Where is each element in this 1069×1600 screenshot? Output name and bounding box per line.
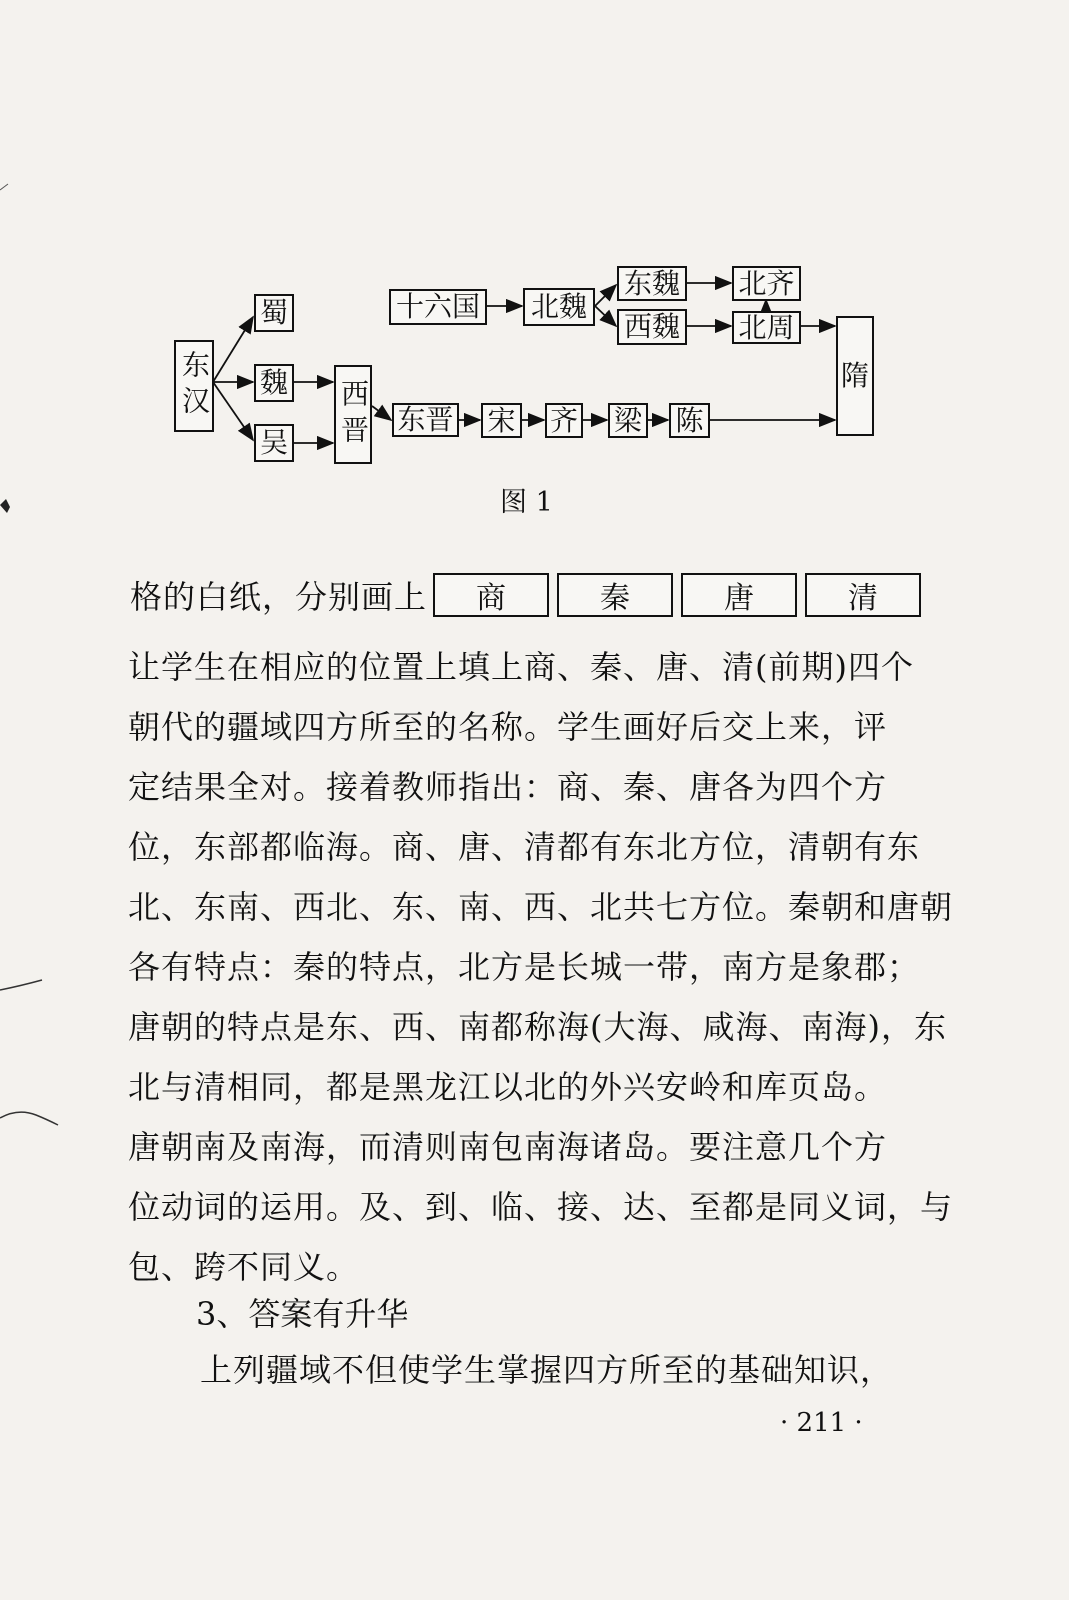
arrow-xijin-dongjin [372,406,391,420]
node-xiwei: 西魏 [617,309,687,345]
label-row-lead-text: 格的白纸，分别画上 [130,578,428,616]
page-number: · 211 · [780,1408,863,1438]
node-beiwei: 北魏 [523,288,595,326]
section-heading: 3、答案有升华 [196,1295,409,1333]
dynasty-flow-diagram [0,0,1069,518]
paragraph-line: 包、跨不同义。 [128,1248,360,1286]
paragraph-line: 朝代的疆域四方所至的名称。学生画好后交上来，评 [128,708,888,746]
paragraph-line: 让学生在相应的位置上填上商、秦、唐、清(前期)四个 [128,648,914,686]
label-box-tang: 唐 [681,573,797,617]
dynasty-label-boxes [433,573,921,617]
paragraph-line: 定结果全对。接着教师指出：商、秦、唐各为四个方 [128,768,888,806]
node-beizhou: 北周 [732,311,801,344]
arrow-beiwei-dongwei [595,285,616,306]
label-box-qing: 清 [805,573,921,617]
figure-caption: 图 1 [500,487,553,518]
node-donghan: 东汉 [174,340,214,432]
paragraph-line: 唐朝南及南海，而清则南包南海诸岛。要注意几个方 [128,1128,888,1166]
node-beiqi: 北齐 [732,266,801,301]
paragraph-line: 位，东部都临海。商、唐、清都有东北方位，清朝有东 [128,828,921,866]
node-liang: 梁 [608,403,648,438]
arrow-donghan-shu [213,317,253,382]
arrow-donghan-wu [213,382,253,440]
node-chen: 陈 [669,403,710,438]
label-box-shang: 商 [433,573,549,617]
body-paragraph [128,637,954,1297]
label-box-qin: 秦 [557,573,673,617]
paragraph-line: 各有特点：秦的特点，北方是长城一带，南方是象郡； [128,948,921,986]
diagram-arrows [0,0,1069,480]
node-qi: 齐 [545,403,583,438]
node-wei: 魏 [254,364,294,402]
body-paragraph-2: 上列疆域不但使学生掌握四方所至的基础知识， [200,1351,894,1389]
node-sui: 隋 [836,316,874,436]
paragraph-line: 北、东南、西北、东、南、西、北共七方位。秦朝和唐朝 [128,888,954,926]
paragraph-line: 唐朝的特点是东、西、南都称海(大海、咸海、南海)，东 [128,1008,947,1046]
paragraph-line: 位动词的运用。及、到、临、接、达、至都是同义词，与 [128,1188,954,1226]
paragraph-line: 北与清相同，都是黑龙江以北的外兴安岭和库页岛。 [128,1068,888,1106]
arrow-beiwei-xiwei [595,306,616,326]
node-song: 宋 [481,403,522,438]
node-wu: 吴 [254,424,294,462]
node-dongwei: 东魏 [617,266,687,301]
node-shiliuguo: 十六国 [389,289,487,325]
node-xijin: 西晋 [334,365,372,464]
node-shu: 蜀 [254,294,294,332]
node-dongjin: 东晋 [392,403,459,437]
dynasty-label-row [130,570,921,620]
